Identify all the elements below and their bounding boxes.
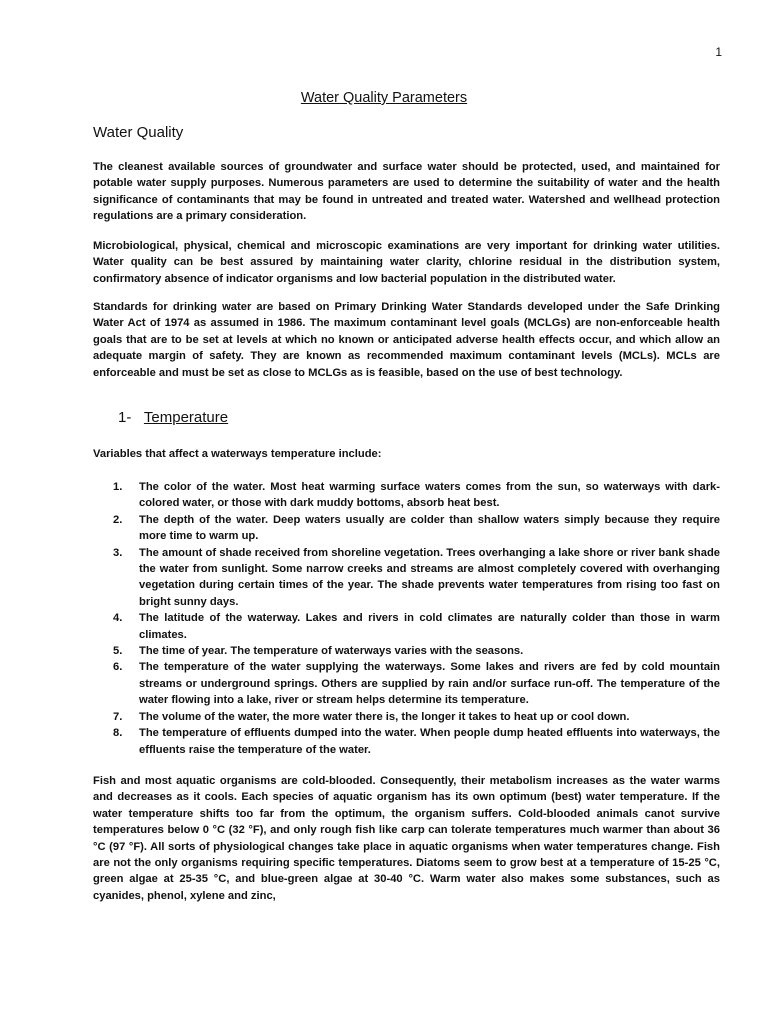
section-heading-temperature: [118, 409, 228, 426]
list-item: [113, 643, 720, 659]
list-item: [113, 610, 720, 643]
document-title: Water Quality Parameters: [300, 90, 468, 106]
list-item: [113, 512, 720, 545]
temperature-intro: Variables that affect a waterways temperature include:: [93, 448, 382, 460]
list-item-lead: The temperature of effluents dumped into the water.: [139, 727, 417, 740]
list-number: 4.: [113, 612, 123, 625]
list-item-text: Most heat warming surface waters comes from the sun, so waterways with dark-colored water, or those with dark muddy bottoms, absorb heat best.: [139, 481, 720, 510]
list-item-lead: The time of year.: [139, 645, 228, 658]
list-item-text: The temperature of waterways varies with the seasons.: [227, 645, 524, 658]
page-number: 1: [715, 45, 722, 59]
temperature-variables-list: [113, 479, 720, 758]
section-number: 1-: [118, 409, 132, 426]
paragraph-aquatic-organisms: Fish and most aquatic organisms are cold-blooded. Consequently, their metabolism increases as the water warms and decreases as it cools. Each species of aquatic organism has its own optimum (best) water temperature. If the water temperature shifts too far from the optimum, the organism suffers. Cold-blooded animals canot survive temperatures below 0 °C (32 °F), and only rough fish like carp can tolerate temperatures much warmer than about 36 °C (97 °F). All sorts of physiological changes take place in aquatic organisms when water temperatures change. Fish are not the only organisms requiring specific temperatures. Diatoms seem to grow best at a temperature of 15-25 °C, green algae at 25-35 °C, and blue-green algae at 30-40 °C. Warm water also makes some substances, such as cyanides, phenol, xylene and zinc,: [93, 775, 720, 902]
list-item-lead: The depth of the water.: [139, 513, 269, 526]
section-title: Temperature: [143, 409, 229, 426]
list-item-text: Lakes and rivers in cold climates are naturally colder than those in warm climates.: [139, 612, 720, 641]
list-item: [113, 709, 720, 725]
list-number: 5.: [113, 645, 123, 658]
list-item-lead: The amount of shade received from shoreline vegetation.: [139, 546, 444, 559]
list-item-lead: The latitude of the waterway.: [139, 612, 301, 625]
list-item: [113, 725, 720, 758]
list-item-lead: The color of the water.: [139, 481, 266, 493]
list-item-text: Deep waters usually are colder than shallow waters simply because they require more time to warm up.: [139, 513, 721, 543]
list-number: 6.: [113, 661, 123, 674]
list-number: 7.: [113, 710, 123, 723]
list-item: [113, 479, 720, 512]
list-item-lead: The volume of the water,: [139, 710, 270, 723]
list-item-text: Some lakes and rivers are fed by cold mountain streams or underground springs. Others are supplied by rain and/or surface run-off. The temperature of the water flowing into a lake, river or stream helps determine its temperature.: [139, 661, 720, 707]
list-item: [113, 545, 720, 611]
list-number: 3.: [113, 546, 123, 559]
paragraph-intro: The cleanest available sources of groundwater and surface water should be protected, used, and maintained for potable water supply purposes. Numerous parameters are used to determine the suitability of water and the health significance of contaminants that may be found in untreated and treated water. Watershed and wellhead protection regulations are a primary consideration.: [93, 161, 720, 223]
list-item-lead: The temperature of the water supplying the waterways.: [139, 661, 446, 674]
list-item-text: Trees overhanging a lake shore or river bank shade the water from sunlight. Some narrow creeks and streams are almost completely covered with overhanging vegetation during certain times of the year. The shade prevents water temperatures from rising too fast on bright sunny days.: [139, 546, 721, 608]
list-item: [113, 659, 720, 708]
list-number: 2.: [113, 513, 123, 526]
list-item-text: When people dump heated effluents into waterways, the effluents raise the temperature of the water.: [139, 727, 720, 756]
paragraph-standards: Standards for drinking water are based on Primary Drinking Water Standards developed under the Safe Drinking Water Act of 1974 as assumed in 1986. The maximum contaminant level goals (MCLGs) are non-enforceable health goals that are to be set at levels at which no known or anticipated adverse health effects occur, and which allow an adequate margin of safety. They are known as recommended maximum contaminant levels (MCLs). MCLs are enforceable and must be set as close to MCLGs as is feasible, based on the use of best technology.: [93, 301, 720, 379]
paragraph-examinations: Microbiological, physical, chemical and microscopic examinations are very important for drinking water utilities. Water quality can be best assured by maintaining water clarity, chlorine residual in the distribution system, confirmatory absence of indicator organisms and low bacterial population in the distributed water.: [93, 240, 720, 285]
section-heading-water-quality: Water Quality: [93, 124, 184, 141]
list-item-text: the more water there is, the longer it takes to heat up or cool down.: [269, 710, 630, 723]
list-number: 1.: [113, 481, 123, 493]
list-number: 8.: [113, 727, 123, 740]
